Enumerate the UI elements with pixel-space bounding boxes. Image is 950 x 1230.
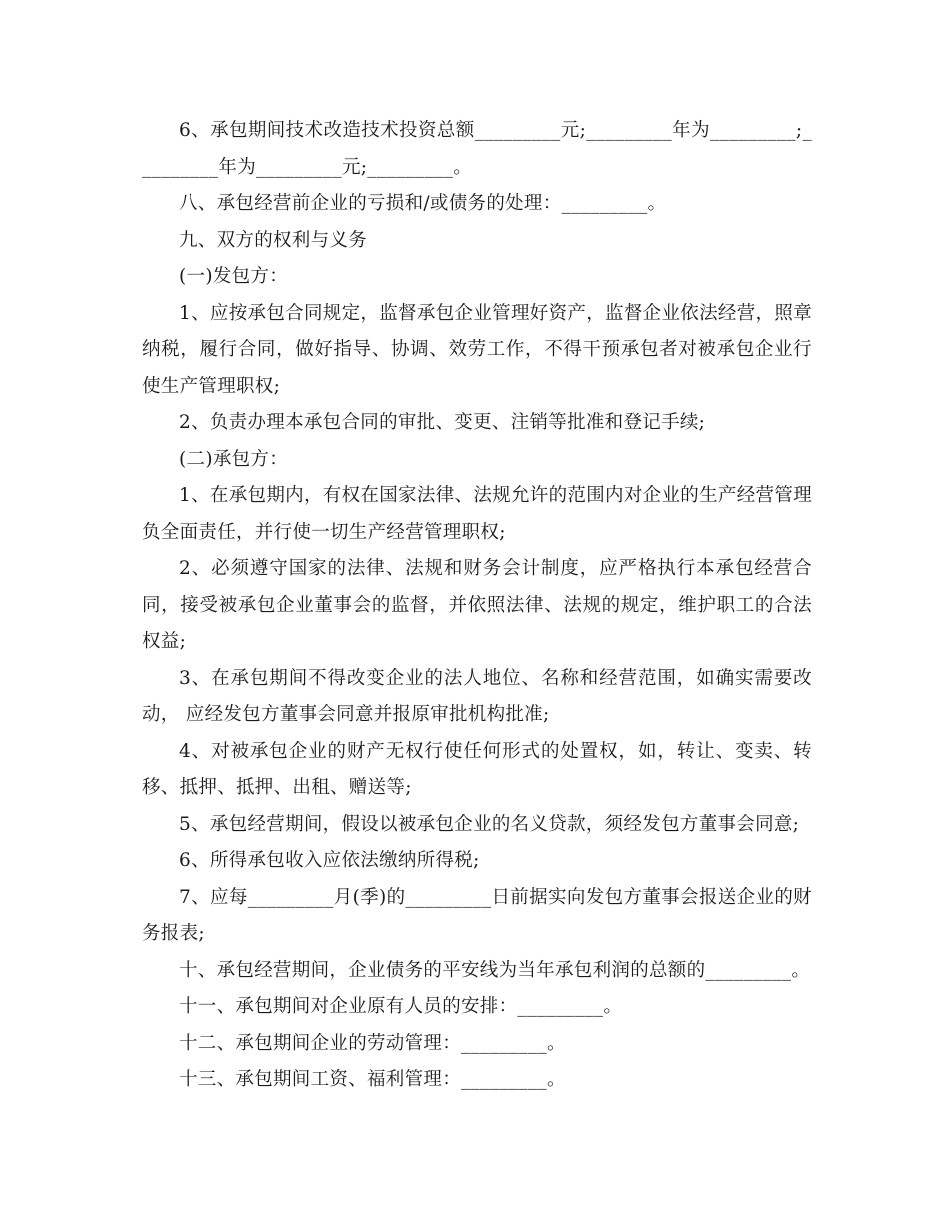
- clause-eight-loss-handling: 八、承包经营前企业的亏损和/或债务的处理：_________。: [179, 193, 667, 214]
- contractor-item-1: 1、在承包期内，有权在国家法律、法规允许的范围内对企业的生产经营管理负全面责任，并行使一切生产经营管理职权;: [142, 485, 812, 543]
- clause-tech-investment: 6、承包期间技术改造技术投资总额_________元;_________年为_________;_________年为_________元;_________。: [142, 120, 812, 178]
- clause-eleven-staff: 十一、承包期间对企业原有人员的安排：_________。: [179, 996, 623, 1017]
- document-body: [142, 113, 812, 1099]
- subheading-employer: (一)发包方：: [179, 266, 289, 287]
- contractor-item-7: 7、应每_________月(季)的_________日前据实向发包方董事会报送企业的财务报表;: [142, 886, 812, 944]
- contractor-item-5: 5、承包经营期间，假设以被承包企业的名义贷款，须经发包方董事会同意;: [179, 813, 800, 835]
- contractor-item-4: 4、对被承包企业的财产无权行使任何形式的处置权，如，转让、变卖、转移、抵押、抵押、出租、赠送等;: [142, 740, 812, 798]
- clause-thirteen-wages: 十三、承包期间工资、福利管理：_________。: [179, 1069, 566, 1090]
- employer-item-2: 2、负责办理本承包合同的审批、变更、注销等批准和登记手续;: [179, 412, 706, 433]
- clause-ten-debt-line: 十、承包经营期间，企业债务的平安线为当年承包利润的总额的_________。: [179, 959, 811, 981]
- clause-nine-heading: 九、双方的权利与义务: [179, 229, 368, 251]
- employer-item-1: 1、应按承包合同规定，监督承包企业管理好资产，监督企业依法经营，照章纳税，履行合同，做好指导、协调、效劳工作，不得干预承包者对被承包企业行使生产管理职权;: [142, 302, 812, 397]
- contractor-item-3: 3、在承包期间不得改变企业的法人地位、名称和经营范围，如确实需要改动， 应经发包方董事会同意并报原审批机构批准;: [142, 667, 812, 725]
- contractor-item-6: 6、所得承包收入应依法缴纳所得税;: [179, 850, 480, 871]
- clause-twelve-labor: 十二、承包期间企业的劳动管理：_________。: [179, 1032, 566, 1054]
- contractor-item-2: 2、必须遵守国家的法律、法规和财务会计制度，应严格执行本承包经营合同，接受被承包企业董事会的监督，并依照法律、法规的规定，维护职工的合法权益;: [142, 558, 812, 652]
- subheading-contractor: (二)承包方：: [179, 448, 289, 470]
